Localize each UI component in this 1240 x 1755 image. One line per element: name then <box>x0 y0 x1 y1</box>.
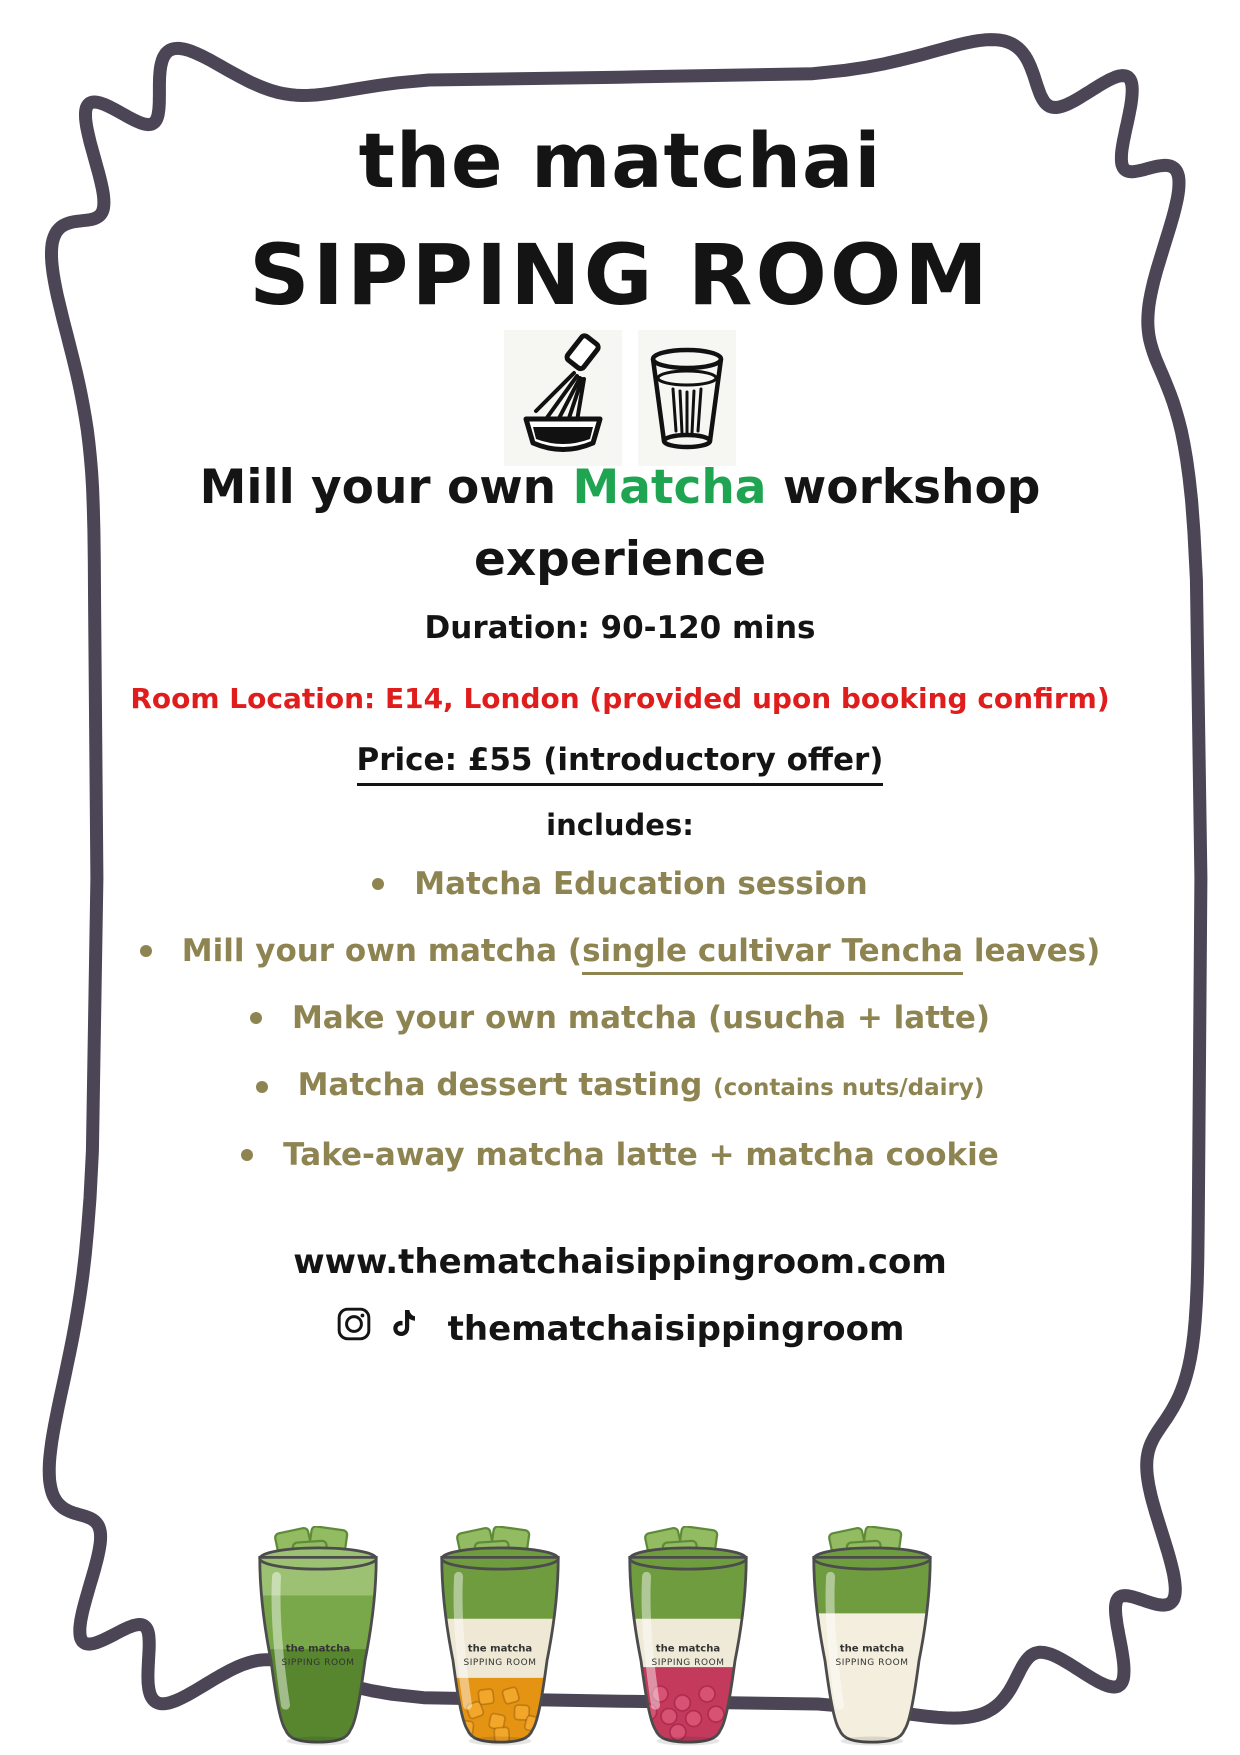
drink-logo-line2: SIPPING ROOM <box>463 1657 537 1668</box>
brand-name-line2: SIPPING ROOM <box>249 226 991 324</box>
includes-label: includes: <box>546 808 694 842</box>
social-handle: thematchaisippingroom <box>447 1308 905 1349</box>
drink-logo-line2: SIPPING ROOM <box>651 1657 725 1668</box>
bullet-text: Make your own matcha (usucha + latte) <box>291 1000 991 1036</box>
drink-mango-matcha <box>416 1526 584 1750</box>
bullet-text: Mill your own matcha (single cultivar Tencha leaves) <box>182 931 1101 971</box>
subtitle-matcha-highlight: Matcha <box>572 460 767 515</box>
drink-matcha-latte <box>788 1526 956 1750</box>
subtitle-suffix: workshop <box>766 460 1041 515</box>
workshop-subtitle-line2: experience <box>473 532 767 587</box>
drink-logo-line1: the matcha <box>467 1643 533 1655</box>
drink-logo-line1: the matcha <box>655 1643 721 1655</box>
bullet-text: Matcha dessert tasting (contains nuts/dairy) <box>297 1067 985 1103</box>
brand-name-line1: the matchai <box>358 116 882 205</box>
drink-logo-line2: SIPPING ROOM <box>281 1657 355 1668</box>
location-text: Room Location: E14, London (provided upon booking confirm) <box>130 682 1110 715</box>
duration-text: Duration: 90-120 mins <box>424 610 816 646</box>
drink-strawberry-matcha <box>604 1526 772 1750</box>
subtitle-prefix: Mill your own <box>199 460 573 515</box>
drink-logo-line1: the matcha <box>839 1643 905 1655</box>
website-url: www.thematchaisippingroom.com <box>293 1242 947 1282</box>
drink-logo-line2: SIPPING ROOM <box>835 1657 909 1668</box>
drink-iced-matcha <box>234 1526 402 1750</box>
bullet-text: Take-away matcha latte + matcha cookie <box>283 1137 999 1173</box>
price-underlined: Price: £55 (introductory offer) <box>357 742 884 786</box>
drink-logo-line1: the matcha <box>285 1643 351 1655</box>
bullet-text: Matcha Education session <box>414 866 868 902</box>
